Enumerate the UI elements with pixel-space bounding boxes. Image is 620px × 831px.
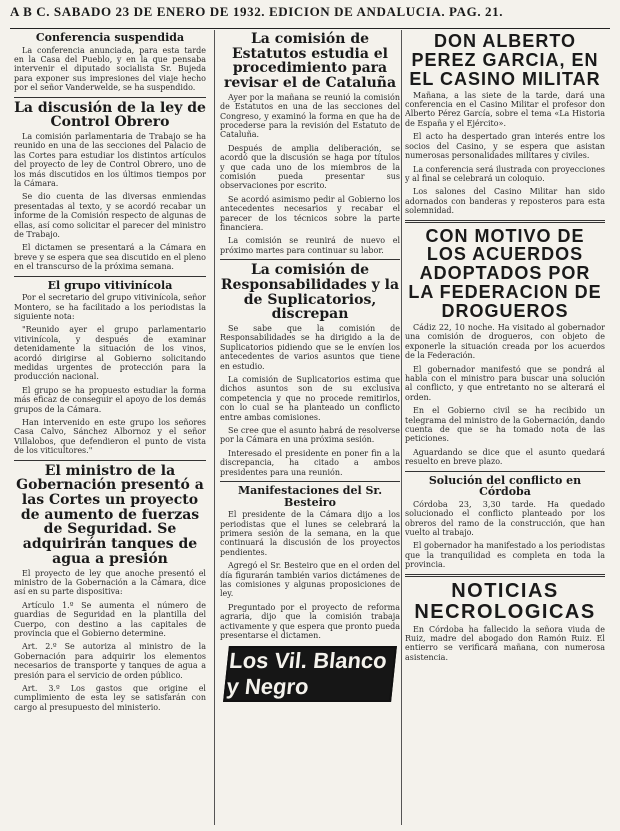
- paragraph: En Córdoba ha fallecido la señora viuda de Ruiz, madre del abogado don Ramón Ruiz. El entierro se verificará mañana, con numerosa asistencia.: [405, 624, 605, 662]
- paragraph: Art. 2.º Se autoriza al ministro de la Gobernación para adquirir los elementos necesarios de transporte y tanques de agua a presión para el servicio de orden público.: [14, 642, 206, 680]
- column-divider: [401, 30, 402, 825]
- paragraph: El acto ha despertado gran interés entre los socios del Casino, y se espera que asistan numerosas personalidades militares y civiles.: [405, 132, 605, 161]
- paragraph: Han intervenido en este grupo los señores Casa Calvo, Sánchez Albornoz y el señor Villalobos, que defendieron el punto de vista de los viticultores.": [14, 418, 206, 456]
- paragraph: Ayer por la mañana se reunió la comisión de Estatutos en una de las secciones del Congreso, y examinó la forma en que ha de procederse para la revisión del Estatuto de Cataluña.: [220, 92, 400, 140]
- headline-estatutos: La comisión de Estatutos estudia el procedimiento para revisar el de Cataluña: [223, 31, 397, 92]
- paragraph: Art. 3.º Los gastos que origine el cumplimiento de esta ley se satisfarán con cargo al presupuesto del ministerio.: [14, 683, 206, 712]
- headline-conferencia: Conferencia suspendida: [35, 31, 185, 44]
- paragraph: Mañana, a las siete de la tarde, dará una conferencia en el Casino Militar el profesor don Alberto Pérez García, sobre el tema «La Historia de España y el Ejército».: [405, 90, 605, 128]
- paragraph: Artículo 1.º Se aumenta el número de guardias de Seguridad en la plantilla del Cuerpo, con destino a las capitales de provincia que el Gobierno determine.: [14, 600, 206, 638]
- rule: [405, 471, 605, 472]
- column-divider: [214, 30, 215, 825]
- headline-cordoba: Solución del conflicto en Córdoba: [428, 473, 582, 499]
- advertisement-blanco-y-negro: Los Vil. Blanco y Negro: [223, 646, 397, 702]
- paragraph: El proyecto de ley que anoche presentó el ministro de la Gobernación a la Cámara, dice así en su parte dispositiva:: [14, 568, 206, 597]
- rule: [14, 460, 206, 461]
- paragraph: El gobernador manifestó que se pondrá al habla con el ministro para buscar una solución al conflicto, y que entretanto no se alterará el orden.: [405, 364, 605, 402]
- paragraph: La comisión se reunirá de nuevo el próximo martes para continuar su labor.: [220, 236, 400, 255]
- paragraph: El presidente de la Cámara dijo a los periodistas que el lunes se celebrará la primera sesión de la semana, en la que continuará la discusión de los proyectos pendientes.: [220, 510, 400, 557]
- paragraph: Preguntado por el proyecto de reforma agraria, dijo que la comisión trabaja activamente y que espera que pronto pueda presentarse el dictamen.: [220, 602, 400, 641]
- paragraph: Cádiz 22, 10 noche. Ha visitado al gobernador una comisión de drogueros, con objeto de exponerle la situación creada por los acuerdos de la Federación.: [405, 323, 605, 361]
- column-right: [405, 30, 605, 825]
- paragraph: La conferencia anunciada, para esta tarde en la Casa del Pueblo, y en la que pensaba intervenir el diputado socialista Sr. Bujeda para exponer sus impresiones del viaje hecho por el señor Vanderwelde, se ha suspendido.: [14, 45, 206, 93]
- paragraph: "Reunido ayer el grupo parlamentario vitivinícola, y después de examinar detenidamente la situación de los vinos, acordó dirigirse al Gobierno solicitando medidas urgentes de protección para la producción nacional.: [14, 325, 206, 382]
- paragraph: En el Gobierno civil se ha recibido un telegrama del ministro de la Gobernación, dando cuenta de que se ha tomado nota de las peticiones.: [405, 406, 605, 444]
- paragraph: Los salones del Casino Militar han sido adornados con banderas y reposteros para esta solemnidad.: [405, 187, 605, 216]
- headline-necrologicas: NOTICIAS NECROLOGICAS: [414, 579, 596, 623]
- column-middle: [220, 30, 400, 825]
- paragraph: La comisión de Suplicatorios estima que dichos asuntos son de su exclusiva competencia y que no procede remitirlos, con lo cual se ha planteado un conflicto entre ambas comisiones.: [220, 375, 400, 422]
- headline-gobernacion: El ministro de la Gobernación presentó a las Cortes un proyecto de aumento de fuerzas de Seguridad. Se adquirirán tanques de agua a presión: [16, 462, 204, 567]
- paragraph: Agregó el Sr. Besteiro que en el orden del día figurarán también varios dictámenes de las comisiones y algunas proposiciones de ley.: [220, 561, 400, 599]
- paragraph: Se dio cuenta de las diversas enmiendas presentadas al texto, y se acordó recabar un informe de la Comisión respecto de algunas de ellas, así como solicitar el parecer del ministro de Trabajo.: [14, 192, 206, 240]
- headline-drogueros: CON MOTIVO DE LOS ACUERDOS ADOPTADOS POR LA FEDERACION DE DROGUEROS: [408, 225, 602, 322]
- rule: [14, 276, 206, 277]
- page-header: A B C. SABADO 23 DE ENERO DE 1932. EDICION DE ANDALUCIA. PAG. 21.: [10, 4, 610, 29]
- rule: [220, 259, 400, 260]
- paragraph: La conferencia será ilustrada con proyecciones y al final se celebrará un coloquio.: [405, 164, 605, 183]
- headline-vitivinicola: El grupo vitivinícola: [47, 278, 173, 292]
- double-rule: [405, 574, 605, 577]
- paragraph: Después de amplia deliberación, se acordó que la discusión se haga por títulos y que cada uno de los miembros de la comisión pueda presentar sus observaciones por escrito.: [220, 143, 400, 191]
- paragraph: Se sabe que la comisión de Responsabilidades se ha dirigido a la de Suplicatorios pidiendo que se le envíen los antecedentes de varios asuntos que tiene en estudio.: [220, 324, 400, 371]
- column-left: [14, 30, 206, 825]
- headline-perez-garcia: DON ALBERTO PEREZ GARCIA, EN EL CASINO MILITAR: [409, 31, 601, 89]
- paragraph: El grupo se ha propuesto estudiar la forma más eficaz de conseguir el apoyo de los demás grupos de la Cámara.: [14, 385, 206, 414]
- headline-besteiro: Manifestaciones del Sr. Besteiro: [237, 484, 383, 509]
- headline-responsabilidades: La comisión de Responsabilidades y la de Suplicatorios, discrepan: [220, 262, 400, 323]
- paragraph: Por el secretario del grupo vitivinícola, señor Montero, se ha facilitado a los periodistas la siguiente nota:: [14, 293, 206, 321]
- headline-control-obrero: La discusión de la ley de Control Obrero: [14, 99, 206, 131]
- double-rule: [405, 220, 605, 223]
- paragraph: Aguardando se dice que el asunto quedará resuelto en breve plazo.: [405, 447, 605, 467]
- paragraph: El dictamen se presentará a la Cámara en breve y se espera que sea discutido en el pleno en el transcurso de la próxima semana.: [14, 243, 206, 272]
- paragraph: Se cree que el asunto habrá de resolverse por la Cámara en una próxima sesión.: [220, 426, 400, 445]
- paragraph: Se acordó asimismo pedir al Gobierno los antecedentes necesarios y recabar el parecer de los técnicos sobre la parte financiera.: [220, 194, 400, 233]
- rule: [220, 481, 400, 482]
- paragraph: Interesado el presidente en poner fin a la discrepancia, ha citado a ambos presidentes para una reunión.: [220, 448, 400, 477]
- paragraph: El gobernador ha manifestado a los periodistas que la tranquilidad es completa en toda la provincia.: [405, 541, 605, 570]
- paragraph: La comisión parlamentaria de Trabajo se ha reunido en una de las secciones del Palacio de las Cortes para estudiar los distintos artículos del proyecto de ley de Control Obrero, uno de los más discutidos en los últimos tiempos por la Cámara.: [14, 131, 206, 188]
- rule: [14, 97, 206, 98]
- paragraph: Córdoba 23, 3,30 tarde. Ha quedado solucionado el conflicto planteado por los obreros del ramo de la construcción, que han vuelto al trabajo.: [405, 499, 605, 537]
